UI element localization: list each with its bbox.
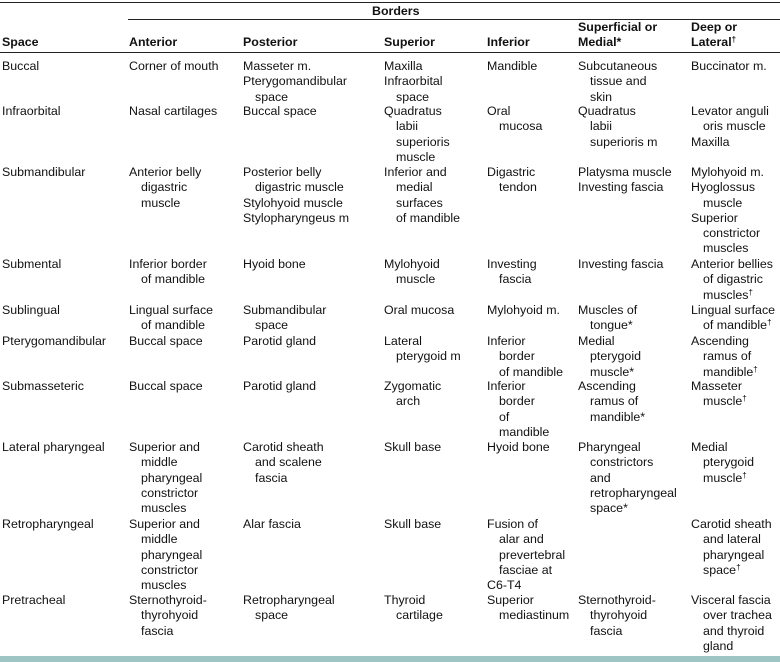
- cell-line: Retropharyngeal: [243, 593, 335, 607]
- cell-line: border: [499, 394, 535, 409]
- cell-posterior: [243, 303, 326, 334]
- cell-posterior: [243, 257, 306, 272]
- cell-line: arch: [396, 394, 421, 409]
- top-rule: [0, 2, 780, 3]
- cell-line: of mandible†: [703, 318, 772, 333]
- cell-line: Submandibular: [2, 165, 86, 179]
- cell-line: C6-T4: [487, 578, 522, 593]
- header-space: [2, 35, 39, 50]
- cell-line: Medial: [578, 334, 615, 348]
- cell-line: Investing fascia: [578, 180, 664, 195]
- cell-line: retropharyngeal: [590, 485, 677, 500]
- cell-superior: [384, 303, 454, 318]
- cell-anterior: [129, 440, 202, 516]
- cell-line: muscle: [396, 272, 436, 287]
- cell-space: [2, 334, 106, 349]
- cell-inferior: [487, 257, 537, 288]
- cell-line: fascia: [255, 470, 288, 485]
- cell-deep: [691, 257, 773, 303]
- cell-line: Lingual surface: [691, 303, 776, 317]
- cell-line: muscle: [703, 195, 743, 210]
- cell-line: Pretracheal: [2, 593, 66, 607]
- cell-line: Oral mucosa: [384, 303, 455, 317]
- cell-line: Superficial or: [578, 20, 658, 34]
- bottom-accent-bar: [0, 656, 780, 662]
- cell-line: tissue and: [590, 74, 647, 89]
- cell-line: Investing: [487, 257, 537, 271]
- cell-line: space†: [703, 562, 741, 577]
- cell-line: Inferior: [487, 379, 526, 393]
- cell-line: pharyngeal: [141, 470, 203, 485]
- cell-line: Visceral fascia: [691, 593, 771, 607]
- cell-deep: [691, 59, 767, 74]
- cell-line: Stylohyoid muscle: [243, 195, 343, 210]
- cell-line: alar and: [499, 532, 544, 547]
- cell-line: Space: [2, 35, 39, 49]
- cell-line: space: [396, 89, 430, 104]
- cell-line: Nasal cartilages: [129, 104, 218, 118]
- cell-superior: [384, 104, 450, 165]
- cell-line: muscle: [396, 149, 436, 164]
- cell-line: Ascending: [578, 379, 636, 393]
- cell-line: Sternothyroid-: [578, 593, 656, 607]
- cell-posterior: [243, 59, 347, 105]
- cell-line: Lateral pharyngeal: [2, 440, 105, 454]
- cell-line: Subcutaneous: [578, 59, 658, 73]
- cell-line: Fusion of: [487, 517, 538, 531]
- cell-line: of mandible: [141, 318, 206, 333]
- cell-line: medial: [396, 180, 433, 195]
- cell-line: superioris: [396, 134, 450, 149]
- cell-posterior: [243, 334, 316, 349]
- cell-line: of digastric: [703, 272, 763, 287]
- header-posterior: [243, 35, 297, 50]
- cell-superior: [384, 440, 441, 455]
- cell-line: Hyoglossus: [691, 180, 756, 195]
- cell-line: Anterior: [129, 35, 178, 49]
- cell-line: tongue*: [590, 318, 633, 333]
- cell-line: Submental: [2, 257, 62, 271]
- cell-space: [2, 303, 60, 318]
- cell-line: mucosa: [499, 119, 543, 134]
- cell-line: Inferior: [487, 35, 530, 49]
- cell-deep: [691, 517, 772, 578]
- cell-line: muscles: [141, 501, 187, 516]
- cell-line: and: [590, 470, 611, 485]
- cell-inferior: [487, 104, 542, 135]
- cell-space: [2, 517, 94, 532]
- cell-line: Muscles of: [578, 303, 638, 317]
- cell-line: Buccal: [2, 59, 40, 73]
- cell-line: Infraorbital: [2, 104, 61, 118]
- cell-line: muscle†: [703, 394, 747, 409]
- cell-line: Deep or: [691, 20, 738, 34]
- cell-line: Corner of mouth: [129, 59, 219, 73]
- cell-line: Skull base: [384, 517, 442, 531]
- cell-line: thyrohyoid: [590, 608, 648, 623]
- cell-line: Superior and: [129, 517, 200, 531]
- cell-line: Submasseteric: [2, 379, 84, 393]
- cell-line: Alar fascia: [243, 517, 301, 531]
- cell-line: digastric: [141, 180, 188, 195]
- cell-line: Digastric: [487, 165, 536, 179]
- cell-line: Buccal space: [243, 104, 317, 118]
- cell-line: Anterior belly: [129, 165, 202, 179]
- cell-superior: [384, 59, 443, 105]
- cell-line: mandible*: [590, 409, 646, 424]
- cell-deep: [691, 165, 764, 257]
- header-rule: [0, 52, 780, 53]
- cell-line: Mandible: [487, 59, 538, 73]
- cell-line: Investing fascia: [578, 257, 664, 271]
- cell-line: Pterygomandibular: [243, 74, 348, 89]
- cell-superficial: [578, 303, 637, 334]
- cell-space: [2, 593, 65, 608]
- cell-anterior: [129, 593, 207, 639]
- cell-line: over trachea: [703, 608, 772, 623]
- cell-superficial: [578, 59, 657, 105]
- cell-space: [2, 440, 105, 455]
- cell-line: constrictor: [141, 562, 199, 577]
- group-header-borders: Borders: [372, 4, 420, 18]
- cell-line: digastric muscle: [255, 180, 344, 195]
- cell-line: Masseter m.: [243, 59, 312, 73]
- cell-line: Superior: [487, 593, 534, 607]
- header-deep: [691, 20, 737, 51]
- cell-superficial: [578, 257, 663, 272]
- cell-line: Pterygomandibular: [2, 334, 107, 348]
- cell-anterior: [129, 59, 219, 74]
- cell-line: Anterior bellies: [691, 257, 773, 271]
- cell-line: surfaces: [396, 195, 443, 210]
- cell-superior: [384, 593, 443, 624]
- cell-line: Inferior border: [129, 257, 207, 271]
- cell-line: constrictors: [590, 455, 654, 470]
- cell-line: Ascending: [691, 334, 749, 348]
- header-superficial: [578, 20, 657, 51]
- cell-line: Masseter: [691, 379, 742, 393]
- cell-line: muscles: [141, 578, 187, 593]
- cell-line: muscles†: [703, 287, 753, 302]
- cell-inferior: [487, 517, 565, 593]
- cell-space: [2, 257, 61, 272]
- cell-line: Hyoid bone: [487, 440, 550, 454]
- cell-space: [2, 379, 84, 394]
- cell-line: fascia: [590, 623, 623, 638]
- cell-line: Infraorbital: [384, 74, 443, 89]
- cell-anterior: [129, 104, 217, 119]
- cell-inferior: [487, 303, 560, 318]
- cell-line: mandible†: [703, 364, 758, 379]
- cell-superior: [384, 379, 441, 410]
- cell-line: Sternothyroid-: [129, 593, 207, 607]
- cell-deep: [691, 593, 772, 654]
- cell-line: labii: [396, 119, 419, 134]
- cell-line: Quadratus: [578, 104, 636, 118]
- cell-posterior: [243, 440, 324, 486]
- cell-line: space: [255, 318, 289, 333]
- cell-line: of mandible: [396, 210, 461, 225]
- cell-line: Sublingual: [2, 303, 60, 317]
- header-inferior: [487, 35, 530, 50]
- cell-inferior: [487, 165, 537, 196]
- cell-space: [2, 59, 39, 74]
- cell-line: pterygoid m: [396, 349, 461, 364]
- cell-line: Superior: [384, 35, 435, 49]
- cell-line: Superior and: [129, 440, 200, 454]
- cell-line: Quadratus: [384, 104, 442, 118]
- cell-line: Levator anguli: [691, 104, 769, 118]
- cell-deep: [691, 440, 754, 486]
- cell-line: oris muscle: [703, 119, 766, 134]
- cell-line: fasciae at: [499, 562, 553, 577]
- cell-line: superioris m: [590, 134, 658, 149]
- cell-superior: [384, 517, 441, 532]
- cell-line: gland: [703, 638, 734, 653]
- cell-line: tendon: [499, 180, 537, 195]
- cell-line: Pharyngeal: [578, 440, 641, 454]
- cell-inferior: [487, 379, 549, 440]
- cell-line: Thyroid: [384, 593, 426, 607]
- cell-line: Skull base: [384, 440, 442, 454]
- cell-anterior: [129, 379, 203, 394]
- cell-line: muscle†: [703, 470, 747, 485]
- cell-line: prevertebral: [499, 547, 566, 562]
- cell-anterior: [129, 334, 203, 349]
- cell-posterior: [243, 593, 335, 624]
- cell-line: middle: [141, 455, 178, 470]
- cell-line: of mandible: [499, 364, 564, 379]
- cell-superior: [384, 257, 440, 288]
- cell-line: Mylohyoid m.: [691, 165, 764, 179]
- cell-line: Lingual surface: [129, 303, 214, 317]
- cell-line: skin: [590, 89, 613, 104]
- cell-line: Hyoid bone: [243, 257, 306, 271]
- cell-superficial: [578, 593, 656, 639]
- cell-anterior: [129, 303, 213, 334]
- cell-line: Maxilla: [384, 59, 423, 73]
- cell-line: Posterior belly: [243, 165, 322, 179]
- cell-line: pharyngeal: [703, 547, 765, 562]
- cell-line: Submandibular: [243, 303, 327, 317]
- cell-line: Superior: [691, 210, 738, 225]
- cell-posterior: [243, 104, 317, 119]
- cell-line: Medial: [691, 440, 728, 454]
- cell-line: Carotid sheath: [691, 517, 772, 531]
- cell-line: ramus of: [590, 394, 639, 409]
- cell-line: Posterior: [243, 35, 298, 49]
- cell-line: of: [499, 409, 510, 424]
- cell-line: thyrohyoid: [141, 608, 199, 623]
- cell-line: Inferior and: [384, 165, 447, 179]
- cell-line: pterygoid: [590, 349, 641, 364]
- cell-line: pterygoid: [703, 455, 754, 470]
- cell-line: Platysma muscle: [578, 165, 672, 179]
- cell-line: of mandible: [141, 272, 206, 287]
- cell-line: border: [499, 349, 535, 364]
- cell-anterior: [129, 165, 201, 211]
- cell-line: Carotid sheath: [243, 440, 324, 454]
- cell-line: Buccinator m.: [691, 59, 767, 73]
- cell-line: and scalene: [255, 455, 322, 470]
- cell-line: middle: [141, 532, 178, 547]
- cell-line: and lateral: [703, 532, 761, 547]
- cell-space: [2, 104, 61, 119]
- cell-line: Lateral: [384, 334, 422, 348]
- cell-superficial: [578, 334, 641, 380]
- cell-line: fascia: [499, 272, 532, 287]
- cell-deep: [691, 379, 747, 410]
- cell-line: Medial*: [578, 35, 622, 50]
- cell-line: space: [255, 89, 289, 104]
- cell-line: labii: [590, 119, 613, 134]
- cell-superior: [384, 165, 460, 226]
- header-superior: [384, 35, 435, 50]
- cell-line: ramus of: [703, 349, 752, 364]
- cell-inferior: [487, 59, 537, 74]
- cell-line: cartilage: [396, 608, 443, 623]
- cell-line: Mylohyoid m.: [487, 303, 560, 317]
- cell-line: Stylopharyngeus m: [243, 210, 350, 225]
- cell-line: Buccal space: [129, 334, 203, 348]
- cell-posterior: [243, 517, 301, 532]
- cell-inferior: [487, 334, 563, 380]
- cell-line: Zygomatic: [384, 379, 442, 393]
- cell-posterior: [243, 379, 316, 394]
- cell-line: Inferior: [487, 334, 526, 348]
- cell-line: constrictor: [141, 485, 199, 500]
- cell-inferior: [487, 593, 569, 624]
- cell-line: fascia: [141, 623, 174, 638]
- cell-line: Oral: [487, 104, 511, 118]
- cell-space: [2, 165, 85, 180]
- cell-superficial: [578, 165, 672, 196]
- cell-line: Maxilla: [691, 134, 730, 149]
- cell-deep: [691, 303, 775, 334]
- cell-line: Parotid gland: [243, 334, 317, 348]
- cell-superficial: [578, 440, 677, 516]
- cell-line: constrictor: [703, 226, 761, 241]
- cell-line: mediastinum: [499, 608, 570, 623]
- cell-anterior: [129, 257, 207, 288]
- cell-line: and thyroid: [703, 623, 765, 638]
- cell-line: space*: [590, 501, 628, 516]
- cell-line: Lateral†: [691, 35, 737, 50]
- cell-superior: [384, 334, 461, 365]
- cell-inferior: [487, 440, 550, 455]
- cell-deep: [691, 334, 758, 380]
- cell-line: muscles: [703, 241, 749, 256]
- cell-line: mandible: [499, 424, 550, 439]
- cell-line: muscle: [141, 195, 181, 210]
- cell-deep: [691, 104, 769, 150]
- group-header-underline: [128, 19, 780, 20]
- cell-line: space: [255, 608, 289, 623]
- cell-line: muscle*: [590, 364, 635, 379]
- header-anterior: [129, 35, 177, 50]
- cell-line: Mylohyoid: [384, 257, 440, 271]
- cell-posterior: [243, 165, 349, 226]
- cell-line: Buccal space: [129, 379, 203, 393]
- cell-line: Retropharyngeal: [2, 517, 94, 531]
- cell-anterior: [129, 517, 202, 593]
- cell-superficial: [578, 379, 645, 425]
- cell-line: Parotid gland: [243, 379, 317, 393]
- cell-superficial: [578, 104, 657, 150]
- cell-line: pharyngeal: [141, 547, 203, 562]
